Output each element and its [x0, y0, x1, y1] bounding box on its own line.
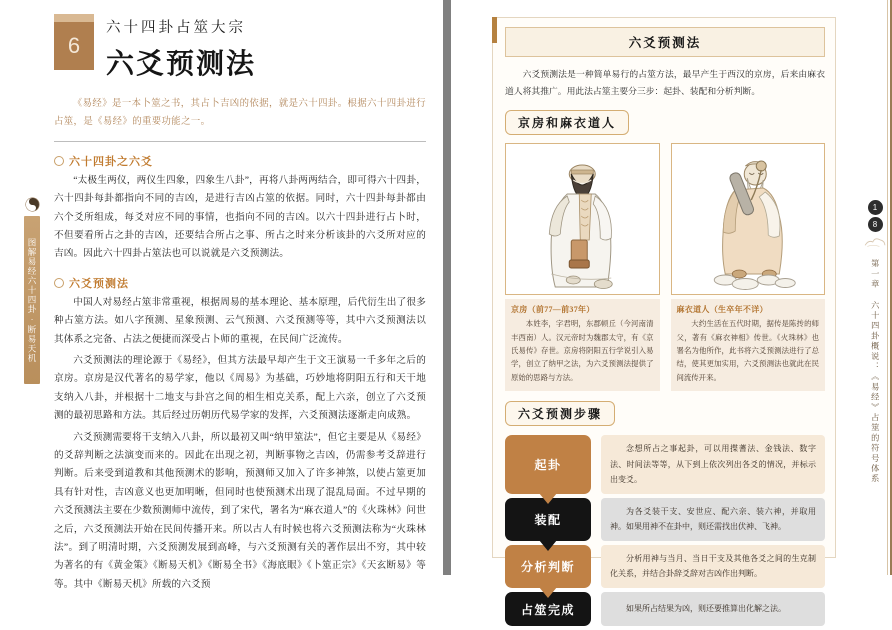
page-gutter: [443, 0, 451, 575]
step-row-1: [505, 435, 825, 494]
divider: [54, 141, 426, 142]
figure-mayidaoren-caption-title: 麻衣道人（生卒年不详）: [676, 305, 768, 315]
step-row-3: [505, 545, 825, 588]
step-arrow-2-icon: [539, 540, 557, 551]
figures-heading: 京房和麻衣道人: [505, 110, 629, 135]
taiji-icon: [26, 198, 39, 211]
section-1-heading-text: 六十四卦之六爻: [69, 155, 153, 168]
section-2: [54, 275, 426, 595]
scholar-figure-illustration: [506, 144, 659, 294]
steps-flow: [505, 435, 825, 626]
step-label-2: [505, 498, 591, 541]
step-desc-2: 为各爻装干支、安世应、配六亲、装六神，并取用神。如果用神不在卦中，则还需找出伏神、飞神。: [601, 498, 825, 541]
right-panel-frame: [492, 17, 836, 617]
right-margin-group: [864, 200, 886, 484]
step-label-3: [505, 545, 591, 588]
right-margin-chapter-text: 第一章 六十四卦概说：《易经》占筮的符号体系: [870, 259, 880, 485]
page-title: 六爻预测法: [106, 49, 257, 80]
figure-mayidaoren-image: [671, 143, 826, 295]
step-label-1: [505, 435, 591, 494]
page-badge-2: 8: [868, 217, 883, 232]
step-label-2-text: 装配: [534, 512, 562, 527]
chapter-subtitle: 六十四卦占筮大宗: [106, 20, 246, 36]
section-2-heading-text: 六爻预测法: [69, 277, 129, 290]
section-1: [54, 153, 426, 264]
left-page: [0, 0, 443, 590]
figure-jingfang-caption-body: 本姓李，字君明，东郡顿丘（今河南清丰西南）人。汉元帝时为魏郡太守，有《京氏易传》存世。京房将阴阳五行学说引入易学，创立了纳甲之法，为六爻预测法提供了原始的思路与方法。: [511, 319, 654, 382]
step-arrow-3-icon: [539, 587, 557, 598]
chapter-title-group: [106, 14, 256, 82]
step-row-2: [505, 498, 825, 541]
step-desc-1: 念想所占之事起卦，可以用揲蓍法、金钱法、数字法、时间法等等，从下到上依次列出各爻的情况，并标示出变爻。: [601, 435, 825, 494]
figure-mayidaoren: [671, 143, 826, 391]
section-1-heading: [54, 153, 426, 169]
figure-jingfang-image: [505, 143, 660, 295]
step-label-3-text: 分析判断: [520, 559, 575, 574]
chapter-header: [54, 14, 426, 82]
step-desc-4: 如果所占结果为凶，则还要推算出化解之法。: [601, 592, 825, 626]
step-label-1-text: 起卦: [534, 457, 562, 472]
cloud-ornament-icon: [864, 236, 886, 248]
section-1-paragraph-1: “太极生两仪，两仪生四象，四象生八卦”，再将八卦两两结合，即可得六十四卦，六十四卦每卦都指向不同的吉凶，是进行吉凶占筮的依据。同时，六十四卦每卦都由六个爻所组成，每爻对应不同的事情，也指向不同的吉凶。以六十四卦进行占卜时，不但要看所占之卦的吉凶，还要结合所占之事、所占之时来分析该卦的六爻所对应的吉凶。因此六十四卦占筮法也可以说就是六爻预测法。: [54, 174, 426, 260]
chapter-number-badge: [54, 14, 94, 70]
figure-row: [505, 143, 825, 391]
figure-jingfang: [505, 143, 660, 391]
circle-bullet-icon: [54, 156, 64, 166]
right-panel-title: 六爻预测法: [505, 27, 825, 57]
page-edge-line-inner: [887, 0, 888, 575]
section-2-paragraph-3: 六爻预测需要将干支纳入八卦，所以最初又叫“纳甲筮法”，但它主要是从《易经》的爻辞判断之法演变而来的。因此在出现之初，判断事物之吉凶，仍需参考爻辞进行判断。后来受到道教和其他预测术的影响，预测师又加入了许多神煞，以使占筮更加具有针对性，吉凶意义也更加明晰，但同时也使预测术出现了混乱局面。不过早期的六爻预测法主要在少数预测师中流传，到了宋代，署名为“麻衣道人”的《火珠林》问世之后，六爻预测法开始在民间传播开来。所以古人有时候也将六爻预测法称为“火珠林法”。到了明清时期，六爻预测发展到高峰，与六爻预测有关的著作层出不穷，其中较为著名的有《黄金策》《断易天机》《断易全书》《海底眼》《卜筮正宗》《天玄断易》等等。其中《断易天机》所载的六爻预: [54, 431, 426, 590]
chapter-number: 6: [67, 32, 81, 58]
section-2-heading: [54, 275, 426, 291]
figure-mayidaoren-caption: [671, 299, 826, 391]
taoist-figure-illustration: [672, 144, 825, 294]
right-panel-content: [505, 27, 825, 630]
figure-jingfang-caption: [505, 299, 660, 391]
figure-mayidaoren-caption-body: 大约生活在五代时期，据传是陈抟的师父，著有《麻衣神相》传世。《火珠林》也署名为他所作，此书将六爻预测法进行了总结，使其更加实用，六爻预测法也就此在民间流传开来。: [676, 319, 819, 382]
figure-jingfang-caption-title: 京房（前77—前37年）: [511, 305, 595, 315]
left-page-content: [54, 14, 426, 594]
circle-bullet-icon: [54, 278, 64, 288]
lead-paragraph: 《易经》是一本卜筮之书，其占卜吉凶的依据，就是六十四卦。根据六十四卦进行占筮，是《易经》的重要功能之一。: [54, 99, 426, 127]
page-badge-1: 1: [868, 200, 883, 215]
step-label-4-text: 占筮完成: [520, 602, 575, 617]
section-2-paragraph-1: 中国人对易经占筮非常重视，根据周易的基本理论、基本原理，后代衍生出了很多种占筮方法。如八字预测、星象预测、云气预测、六爻预测等等，其中六爻预测法以其体系之完备、占法之便捷而深受占卜师的重视，在民间广泛流传。: [54, 296, 426, 345]
right-panel-intro: 六爻预测法是一种简单易行的占筮方法，最早产生于西汉的京房，后来由麻衣道人将其推广。用此法占筮主要分三步：起卦、装配和分析判断。: [505, 69, 825, 97]
step-desc-3: 分析用神与当月、当日干支及其他各爻之间的生克制化关系，并结合卦辞爻辞对吉凶作出判断。: [601, 545, 825, 588]
right-panel-accent-bar: [492, 17, 497, 43]
step-arrow-1-icon: [539, 493, 557, 504]
right-page: [451, 0, 892, 617]
steps-heading: 六爻预测步骤: [505, 401, 615, 426]
left-margin-series-title: 图解易经六十四卦·断易天机: [27, 237, 37, 363]
section-2-paragraph-2: 六爻预测法的理论源于《易经》，但其方法最早却产生于文王演易一千多年之后的京房。京房是汉代著名的易学家，他以《周易》为基础，巧妙地将阴阳五行和天干地支纳入八卦，并根据十二地支与卦宫之间的相生相克关系，配上六亲，创立了六爻预测的最初思路和方法。其后经过历朝历代易学家的发挥，六爻预测法逐渐走向成熟。: [54, 354, 426, 422]
